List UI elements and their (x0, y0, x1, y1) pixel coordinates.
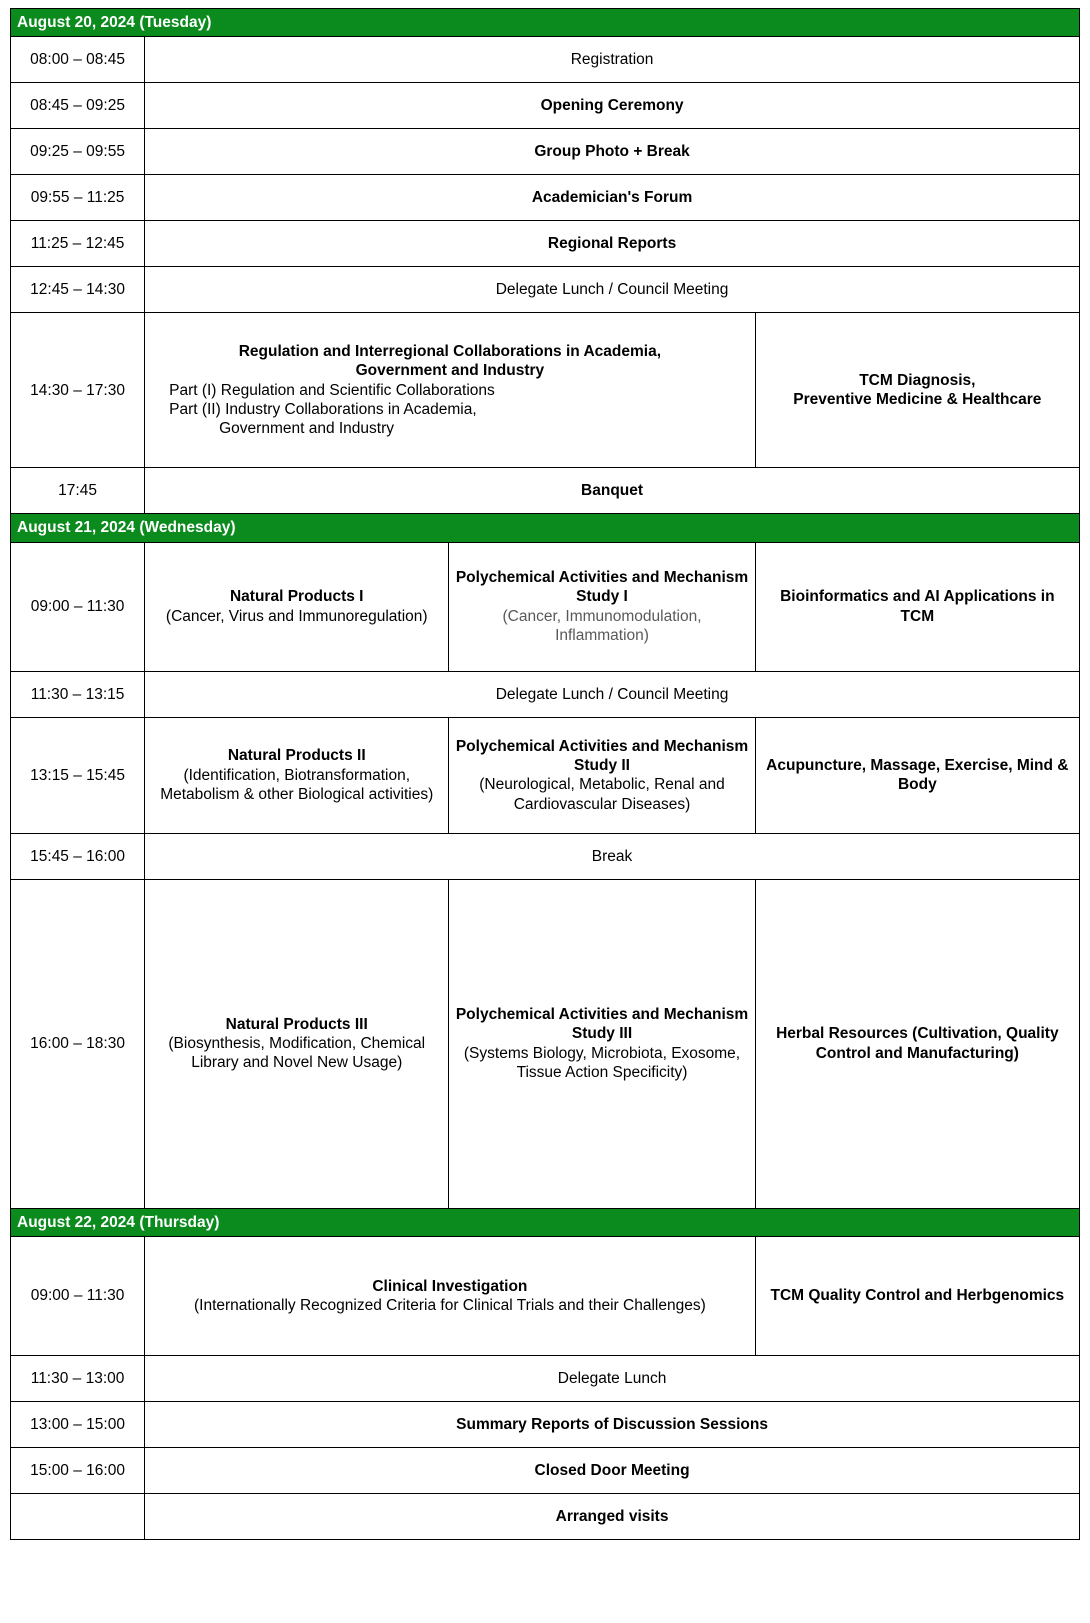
session-cell (145, 1237, 756, 1356)
time-cell: 15:00 – 16:00 (11, 1448, 145, 1494)
time-cell: 17:45 (11, 468, 145, 514)
session-cell (145, 542, 449, 671)
conference-schedule-table (10, 8, 1080, 1540)
session-label: Opening Ceremony (145, 83, 1080, 129)
session-label: Closed Door Meeting (145, 1448, 1080, 1494)
session-label: Delegate Lunch / Council Meeting (145, 671, 1080, 717)
time-cell (11, 1494, 145, 1540)
table-row (11, 879, 1080, 1208)
table-row (11, 833, 1080, 879)
session-label: Registration (145, 37, 1080, 83)
session-label: Break (145, 833, 1080, 879)
session-label: Arranged visits (145, 1494, 1080, 1540)
session-title: Natural Products II (227, 747, 366, 765)
table-row (11, 1356, 1080, 1402)
table-row (11, 313, 1080, 468)
day-header-row (11, 9, 1080, 37)
session-title: Polychemical Activities and Mechanism Study I (455, 569, 749, 606)
session-detail-line: Government and Industry (219, 420, 395, 438)
table-row (11, 468, 1080, 514)
session-label: Delegate Lunch / Council Meeting (145, 267, 1080, 313)
time-cell: 15:45 – 16:00 (11, 833, 145, 879)
table-row (11, 1448, 1080, 1494)
table-row (11, 221, 1080, 267)
session-cell (449, 717, 755, 833)
session-title: Polychemical Activities and Mechanism Study III (455, 1006, 749, 1043)
session-cell (145, 717, 449, 833)
session-label: Group Photo + Break (145, 129, 1080, 175)
time-cell: 14:30 – 17:30 (11, 313, 145, 468)
session-label: Summary Reports of Discussion Sessions (145, 1402, 1080, 1448)
session-cell-regulation (145, 313, 756, 468)
day-header-label: August 22, 2024 (Thursday) (11, 1208, 1080, 1236)
session-label: Academician's Forum (145, 175, 1080, 221)
table-row (11, 1402, 1080, 1448)
session-cell (449, 542, 755, 671)
session-cell: TCM Quality Control and Herbgenomics (755, 1237, 1079, 1356)
table-row (11, 1237, 1080, 1356)
day-header-row (11, 514, 1080, 542)
session-title: Natural Products III (225, 1015, 368, 1033)
session-cell: Herbal Resources (Cultivation, Quality Control and Manufacturing) (755, 879, 1079, 1208)
session-title: Clinical Investigation (372, 1277, 528, 1295)
session-title: Polychemical Activities and Mechanism Study II (455, 737, 749, 774)
time-cell: 09:25 – 09:55 (11, 129, 145, 175)
session-subtitle: (Neurological, Metabolic, Renal and Cardiovascular Diseases) (479, 776, 725, 813)
time-cell: 09:00 – 11:30 (11, 1237, 145, 1356)
session-subtitle: (Systems Biology, Microbiota, Exosome, Tissue Action Specificity) (463, 1044, 741, 1082)
session-cell (449, 879, 755, 1208)
session-title: Regulation and Interregional Collaborations in Academia, Government and Industry (238, 342, 662, 380)
day-header-row (11, 1208, 1080, 1236)
day-header-label: August 21, 2024 (Wednesday) (11, 514, 1080, 542)
table-row (11, 671, 1080, 717)
table-row (11, 175, 1080, 221)
session-subtitle: (Cancer, Immunomodulation, Inflammation) (502, 607, 702, 645)
day-header-label: August 20, 2024 (Tuesday) (11, 9, 1080, 37)
time-cell: 11:25 – 12:45 (11, 221, 145, 267)
table-row (11, 267, 1080, 313)
table-row (11, 129, 1080, 175)
session-label: Regional Reports (145, 221, 1080, 267)
time-cell: 13:00 – 15:00 (11, 1402, 145, 1448)
table-row (11, 37, 1080, 83)
session-subtitle: (Identification, Biotransformation, Metabolism & other Biological activities) (160, 766, 434, 803)
session-cell (145, 879, 449, 1208)
time-cell: 09:00 – 11:30 (11, 542, 145, 671)
session-detail-line: Part (I) Regulation and Scientific Collaborations (169, 381, 495, 399)
time-cell: 11:30 – 13:15 (11, 671, 145, 717)
session-detail-line: Part (II) Industry Collaborations in Academia, (169, 401, 477, 419)
time-cell: 13:15 – 15:45 (11, 717, 145, 833)
session-label: Banquet (145, 468, 1080, 514)
session-subtitle: (Biosynthesis, Modification, Chemical Library and Novel New Usage) (168, 1035, 426, 1072)
time-cell: 08:45 – 09:25 (11, 83, 145, 129)
session-cell: Acupuncture, Massage, Exercise, Mind & Body (755, 717, 1079, 833)
table-row (11, 1494, 1080, 1540)
session-title: Natural Products I (229, 588, 364, 606)
table-row (11, 717, 1080, 833)
session-cell: Bioinformatics and AI Applications in TCM (755, 542, 1079, 671)
time-cell: 09:55 – 11:25 (11, 175, 145, 221)
time-cell: 08:00 – 08:45 (11, 37, 145, 83)
time-cell: 16:00 – 18:30 (11, 879, 145, 1208)
table-row (11, 542, 1080, 671)
table-row (11, 83, 1080, 129)
time-cell: 12:45 – 14:30 (11, 267, 145, 313)
session-label: Delegate Lunch (145, 1356, 1080, 1402)
session-cell-tcm-diagnosis: TCM Diagnosis, Preventive Medicine & Healthcare (755, 313, 1079, 468)
session-subtitle: (Internationally Recognized Criteria for Clinical Trials and their Challenges) (194, 1297, 706, 1315)
session-subtitle: (Cancer, Virus and Immunoregulation) (165, 607, 428, 625)
time-cell: 11:30 – 13:00 (11, 1356, 145, 1402)
